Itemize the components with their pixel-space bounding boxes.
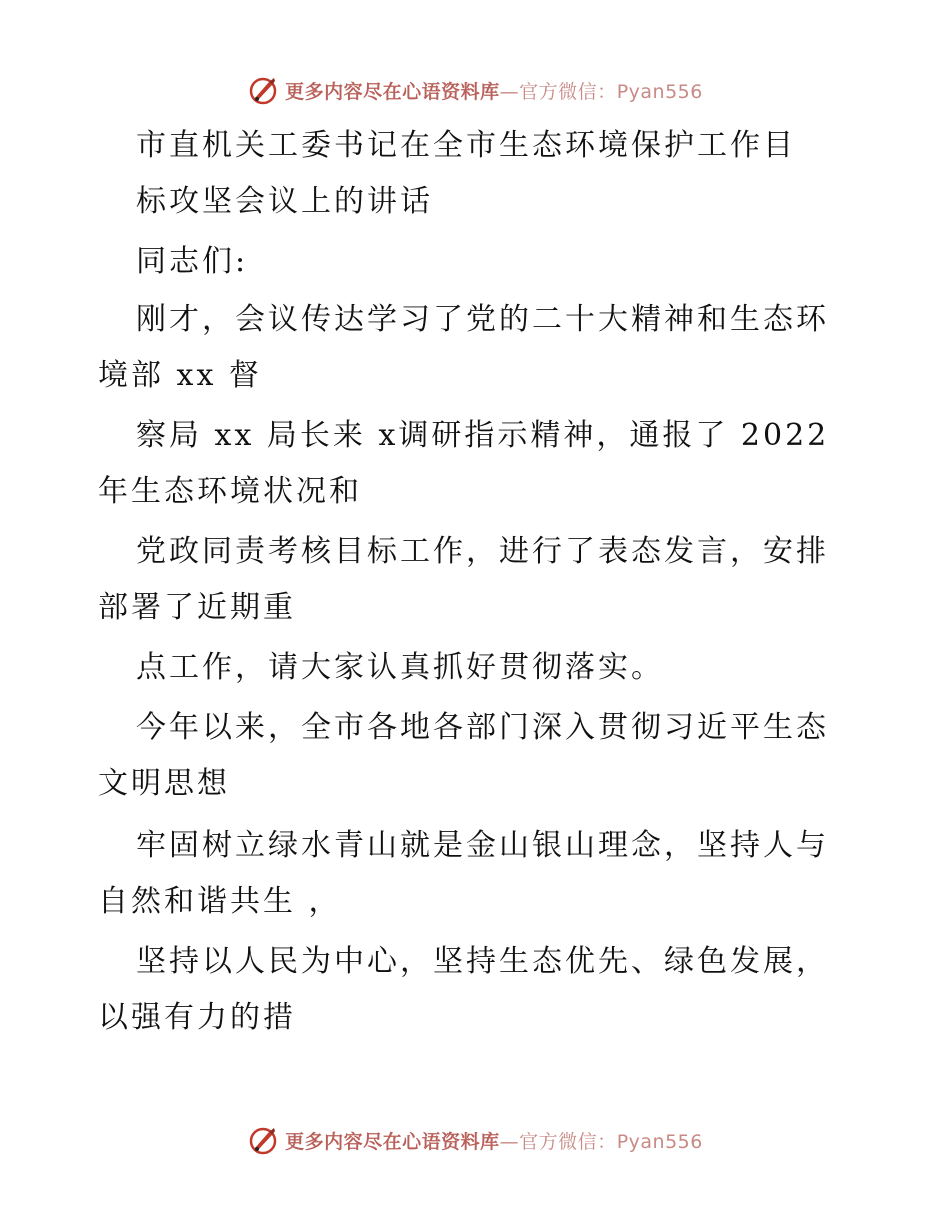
paragraph-line: 年生态环境状况和 [98,474,362,509]
paragraph-line: 自然和谐共生 ， [98,884,342,919]
document-title-line-2: 标攻坚会议上的讲话 [136,184,433,219]
header-watermark-main: 更多内容尽在心语资料库 [285,80,500,103]
footer-watermark-text [285,1127,703,1154]
paragraph-line: 境部 xx 督 [98,358,262,393]
header-watermark-id: Pyan556 [616,80,703,103]
paragraph-line: 察局 xx 局长来 x调研指示精神，通报了 2022 [136,418,830,453]
header-watermark-banner [0,70,950,110]
footer-watermark-label: 官方微信： [519,1130,617,1153]
salutation: 同志们: [136,244,249,279]
paragraph-line: 刚才，会议传达学习了党的二十大精神和生态环 [136,302,829,337]
paragraph-line: 点工作，请大家认真抓好贯彻落实。 [136,650,664,685]
paragraph-line: 文明思想 [98,766,230,801]
quill-logo-icon [247,1124,279,1156]
paragraph-line: 坚持以人民为中心，坚持生态优先、绿色发展， [136,944,829,979]
header-watermark-text [285,77,703,104]
header-watermark-label: 官方微信： [519,80,617,103]
quill-logo-icon [247,74,279,106]
footer-watermark-id: Pyan556 [616,1130,703,1153]
paragraph-line: 牢固树立绿水青山就是金山银山理念，坚持人与 [136,828,829,863]
paragraph-line: 党政同责考核目标工作，进行了表态发言，安排 [136,534,829,569]
document-title-line-1: 市直机关工委书记在全市生态环境保护工作目 [136,128,796,163]
footer-watermark-main: 更多内容尽在心语资料库 [285,1130,500,1153]
paragraph-line: 部署了近期重 [98,590,296,625]
paragraph-line: 以强有力的措 [98,1000,296,1035]
footer-watermark-banner [0,1120,950,1160]
paragraph-line: 今年以来，全市各地各部门深入贯彻习近平生态 [136,710,829,745]
header-watermark-dash: — [499,80,520,103]
footer-watermark-dash: — [499,1130,520,1153]
